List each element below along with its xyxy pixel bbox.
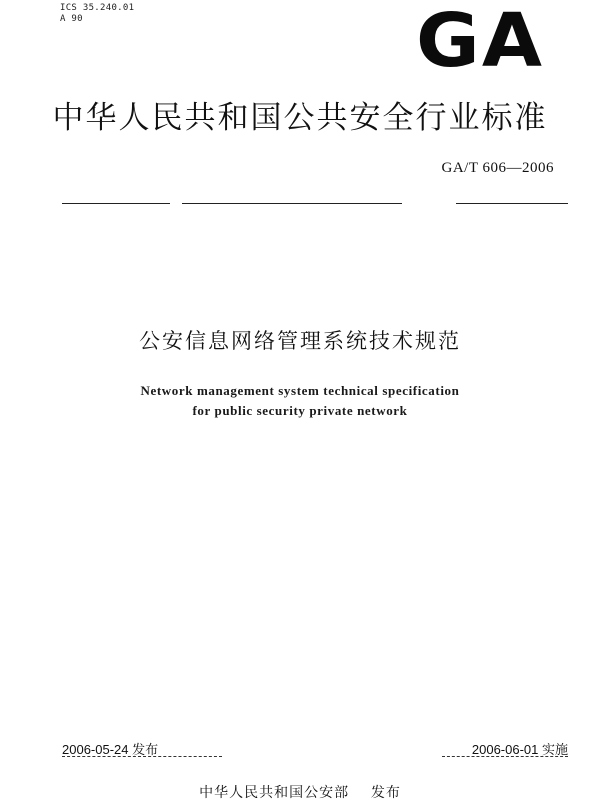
footer-divider-left — [62, 756, 222, 757]
issue-date: 2006-05-24 发布 — [62, 742, 159, 757]
document-title-cn: 公安信息网络管理系统技术规范 — [139, 329, 461, 353]
issuing-authority: 中华人民共和国公安部 发布 — [199, 785, 401, 801]
classification-code: A 90 — [60, 14, 83, 24]
divider-middle — [182, 203, 402, 204]
divider-right — [456, 203, 568, 204]
footer-divider-right — [442, 756, 568, 757]
implementation-date: 2006-06-01 实施 — [471, 742, 568, 757]
divider-left — [62, 203, 170, 204]
document-title-en-line-1: Network management system technical specification — [140, 383, 460, 398]
standard-number: GA/T 606—2006 — [441, 160, 554, 176]
document-title-en-line-2: for public security private network — [192, 403, 408, 418]
ga-logo: GA — [416, 0, 545, 84]
standard-category-title: 中华人民共和国公共安全行业标准 — [52, 100, 548, 136]
ics-code: ICS 35.240.01 — [60, 3, 135, 13]
